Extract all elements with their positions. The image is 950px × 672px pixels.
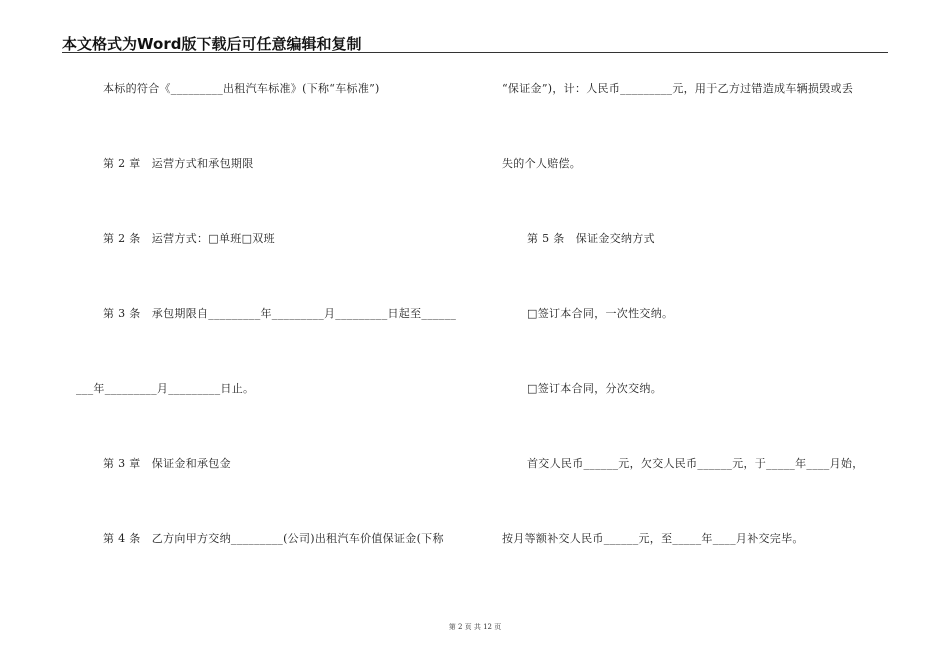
document-header-title: 本文格式为Word版下载后可任意编辑和复制 bbox=[62, 35, 362, 53]
article-2-operation-mode: 第 2 条 运营方式：□单班□双班 bbox=[103, 232, 275, 245]
payment-option-installments: □签订本合同，分次交纳。 bbox=[527, 382, 662, 395]
payment-option-lump-sum: □签订本合同，一次性交纳。 bbox=[527, 307, 674, 320]
chapter-2-heading: 第 2 章 运营方式和承包期限 bbox=[103, 157, 254, 170]
installment-first-payment: 首交人民币______元，欠交人民币______元，于_____年____月始， bbox=[527, 457, 864, 470]
left-line-1: 本标的符合《_________出租汽车标准》(下称“车标准”) bbox=[103, 82, 380, 95]
contract-term-end-line: ___年_________月_________日止。 bbox=[76, 382, 255, 395]
right-line-1: “保证金”)，计：人民币_________元，用于乙方过错造成车辆损毁或丢 bbox=[502, 82, 854, 95]
article-3-contract-term: 第 3 条 承包期限自_________年_________月_________日起至______ bbox=[103, 307, 457, 320]
installment-monthly-payment: 按月等额补交人民币______元，至_____年____月补交完毕。 bbox=[502, 532, 804, 545]
chapter-3-heading: 第 3 章 保证金和承包金 bbox=[103, 457, 231, 470]
header-divider bbox=[62, 52, 888, 53]
right-line-2: 失的个人赔偿。 bbox=[502, 157, 582, 170]
page-number-footer: 第 2 页 共 12 页 bbox=[448, 623, 502, 631]
article-4-deposit: 第 4 条 乙方向甲方交纳_________(公司)出租汽车价值保证金(下称 bbox=[103, 532, 444, 545]
article-5-heading: 第 5 条 保证金交纳方式 bbox=[527, 232, 655, 245]
